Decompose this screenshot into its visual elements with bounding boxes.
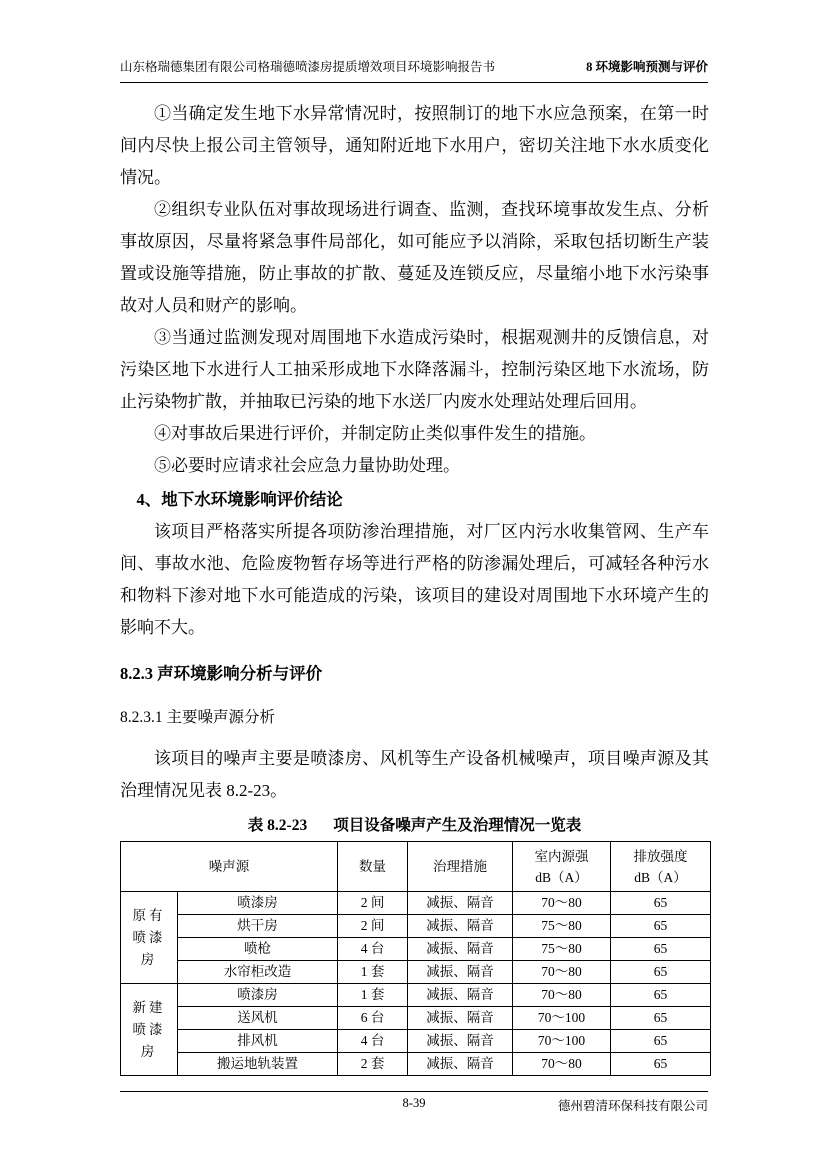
col-header-emission-line1: 排放强度 (633, 848, 688, 864)
cell-indoor: 70～80 (513, 961, 611, 984)
cell-measure: 减振、隔音 (408, 1053, 513, 1076)
cell-quantity: 1 套 (338, 984, 408, 1007)
cell-measure: 减振、隔音 (408, 892, 513, 915)
heading-subsection-8-2-3-1: 8.2.3.1 主要噪声源分析 (120, 709, 276, 726)
col-header-indoor-line1: 室内源强 (534, 848, 589, 864)
page-header (120, 57, 708, 83)
table-row (121, 1053, 711, 1076)
cell-emission: 65 (611, 1053, 711, 1076)
table-row (121, 892, 711, 915)
cell-measure: 减振、隔音 (408, 938, 513, 961)
header-chapter-title: 8 环境影响预测与评价 (586, 60, 708, 74)
table-row (121, 1007, 711, 1030)
cell-quantity: 4 台 (338, 938, 408, 961)
cell-emission: 65 (611, 984, 711, 1007)
cell-emission: 65 (611, 915, 711, 938)
cell-emission: 65 (611, 938, 711, 961)
page-number: 8-39 (402, 1096, 426, 1110)
col-header-noise-source: 噪声源 (121, 842, 338, 892)
table-row (121, 938, 711, 961)
paragraph-emergency-5: ⑤必要时应请求社会应急力量协助处理。 (154, 456, 460, 475)
cell-indoor: 75～80 (513, 915, 611, 938)
paragraph-emergency-3: ③当通过监测发现对周围地下水造成污染时，根据观测井的反馈信息，对污染区地下水进行人工抽采形成地下水降落漏斗，控制污染区地下水流场，防止污染物扩散，并抽取已污染的地下水送厂内废水处理站处理后回用。 (120, 328, 709, 411)
col-header-indoor-strength (513, 842, 611, 892)
cell-measure: 减振、隔音 (408, 1007, 513, 1030)
table-caption: 项目设备噪声产生及治理情况一览表 (333, 817, 582, 834)
cell-emission: 65 (611, 961, 711, 984)
cell-emission: 65 (611, 1007, 711, 1030)
col-header-measure: 治理措施 (408, 842, 513, 892)
cell-indoor: 70～100 (513, 1007, 611, 1030)
cell-source: 水帘柜改造 (178, 961, 338, 984)
col-header-quantity: 数量 (338, 842, 408, 892)
group-label-existing-booth: 原有喷漆房 (121, 892, 178, 984)
cell-source: 排风机 (178, 1030, 338, 1053)
heading-section-8-2-3: 8.2.3 声环境影响分析与评价 (120, 664, 323, 683)
cell-measure: 减振、隔音 (408, 961, 513, 984)
cell-source: 喷漆房 (178, 892, 338, 915)
cell-quantity: 1 套 (338, 961, 408, 984)
paragraph-emergency-4: ④对事故后果进行评价，并制定防止类似事件发生的措施。 (154, 424, 596, 443)
header-document-title: 山东格瑞德集团有限公司格瑞德喷漆房提质增效项目环境影响报告书 (120, 60, 496, 74)
cell-source: 喷枪 (178, 938, 338, 961)
cell-indoor: 70～80 (513, 892, 611, 915)
paragraph-emergency-2: ②组织专业队伍对事故现场进行调查、监测，查找环境事故发生点、分析事故原因，尽量将紧急事件局部化，如可能应予以消除，采取包括切断生产装置或设施等措施，防止事故的扩散、蔓延及连锁反应，尽量缩小地下水污染事故对人员和财产的影响。 (120, 200, 709, 315)
group-label-new-booth: 新建喷漆房 (121, 984, 178, 1076)
heading-groundwater-conclusion: 4、地下水环境影响评价结论 (136, 490, 343, 509)
paragraph-noise-intro: 该项目的噪声主要是喷漆房、风机等生产设备机械噪声，项目噪声源及其治理情况见表 8.2-23。 (120, 749, 709, 800)
cell-indoor: 70～80 (513, 1053, 611, 1076)
cell-measure: 减振、隔音 (408, 984, 513, 1007)
paragraph-groundwater-conclusion: 该项目严格落实所提各项防渗治理措施，对厂区内污水收集管网、生产车间、事故水池、危险废物暂存场等进行严格的防渗漏处理后，可减轻各种污水和物料下渗对地下水可能造成的污染，该项目的建设对周围地下水环境产生的影响不大。 (120, 522, 709, 637)
cell-quantity: 2 套 (338, 1053, 408, 1076)
paragraph-emergency-1: ①当确定发生地下水异常情况时，按照制订的地下水应急预案，在第一时间内尽快上报公司主管领导，通知附近地下水用户，密切关注地下水水质变化情况。 (120, 104, 709, 187)
table-row (121, 915, 711, 938)
cell-source: 喷漆房 (178, 984, 338, 1007)
cell-emission: 65 (611, 1030, 711, 1053)
cell-indoor: 75～80 (513, 938, 611, 961)
col-header-emission-line2: dB（A） (634, 869, 687, 885)
cell-quantity: 6 台 (338, 1007, 408, 1030)
cell-emission: 65 (611, 892, 711, 915)
cell-measure: 减振、隔音 (408, 1030, 513, 1053)
cell-source: 烘干房 (178, 915, 338, 938)
table-row (121, 1030, 711, 1053)
cell-quantity: 2 间 (338, 915, 408, 938)
table-title (120, 814, 709, 838)
cell-indoor: 70～100 (513, 1030, 611, 1053)
cell-quantity: 4 台 (338, 1030, 408, 1053)
table-row (121, 984, 711, 1007)
table-row (121, 961, 711, 984)
cell-indoor: 70～80 (513, 984, 611, 1007)
table-header-row (121, 842, 711, 892)
noise-table (120, 841, 711, 1076)
cell-measure: 减振、隔音 (408, 915, 513, 938)
page-footer (120, 1091, 708, 1117)
col-header-indoor-line2: dB（A） (535, 869, 588, 885)
page-content (120, 98, 709, 1076)
cell-quantity: 2 间 (338, 892, 408, 915)
footer-row (120, 1092, 708, 1113)
cell-source: 搬运地轨装置 (178, 1053, 338, 1076)
col-header-emission-strength (611, 842, 711, 892)
footer-company-name: 德州碧清环保科技有限公司 (557, 1099, 708, 1113)
table-number: 表 8.2-23 (247, 817, 308, 834)
cell-source: 送风机 (178, 1007, 338, 1030)
